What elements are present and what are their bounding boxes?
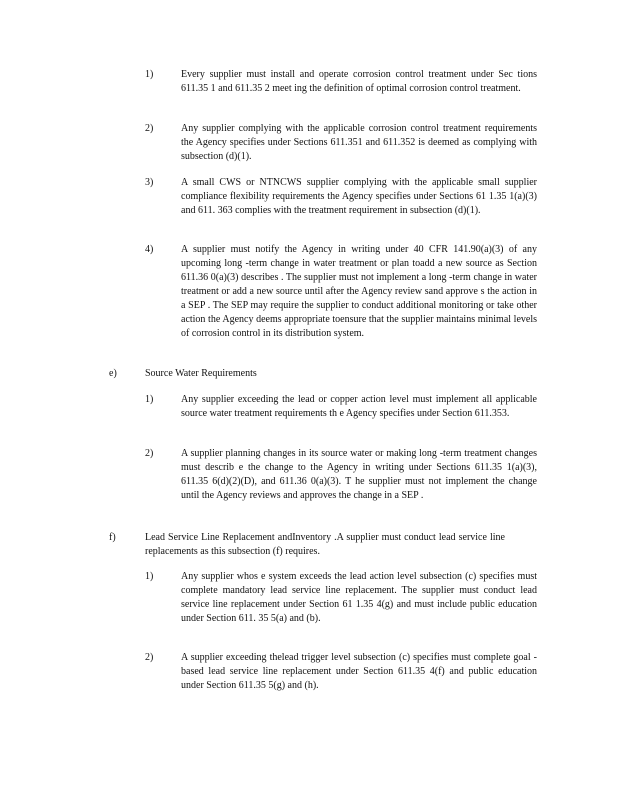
section-title: Lead Service Line Replacement andInventory .A supplier must conduct lead service line replacements as this subsection (f) requires.	[145, 532, 505, 557]
section-letter: f)	[109, 532, 116, 543]
item-text: Any supplier whos e system exceeds the lead action level subsection (c) specifies must complete mandatory lead service line replacement. The supplier must conduct lead service line replacement under Section 61 1.35 4(g) and must include public education under Section 611. 35 5(a) and (b).	[181, 571, 537, 624]
item-number: 3)	[145, 177, 154, 188]
item-text: A supplier exceeding thelead trigger level subsection (c) specifies must complete goal -based lead service line replacement under Section 611.35 4(f) and public education under Section 611.35 5(g) and (h).	[181, 652, 537, 691]
section-letter: e)	[109, 368, 117, 379]
item-text: A supplier planning changes in its source water or making long -term treatment changes must describ e the change to the Agency in writing under Sections 611.35 1(a)(3), 611.35 6(d)(2)(D), and 611.36 0(a)(3). T he supplier must not implement the change until the Agency reviews and approves the change in a SEP .	[181, 448, 537, 501]
item-number: 4)	[145, 244, 154, 255]
item-number: 2)	[145, 448, 154, 459]
item-number: 1)	[145, 394, 154, 405]
section-title: Source Water Requirements	[145, 368, 257, 379]
item-text: Any supplier exceeding the lead or copper action level must implement all applicable source water treatment requirements th e Agency specifies under Section 611.353.	[181, 394, 537, 419]
item-number: 1)	[145, 69, 154, 80]
item-text: A small CWS or NTNCWS supplier complying with the applicable small supplier compliance flexibility requirements the Agency specifies under Sections 61 1.35 1(a)(3) and 611. 363 complies with the treatment requirement in subsection (d)(1).	[181, 177, 537, 216]
item-number: 2)	[145, 123, 154, 134]
item-number: 2)	[145, 652, 154, 663]
item-number: 1)	[145, 571, 154, 582]
item-text: Any supplier complying with the applicable corrosion control treatment requirements the Agency specifies under Sections 611.351 and 611.352 is deemed as complying with subsection (d)(1).	[181, 123, 537, 162]
item-text: Every supplier must install and operate corrosion control treatment under Sec tions 611.35 1 and 611.35 2 meet ing the definition of optimal corrosion control treatment.	[181, 69, 537, 94]
item-text: A supplier must notify the Agency in writing under 40 CFR 141.90(a)(3) of any upcoming long -term change in water treatment or plan toadd a new source as Section 611.36 0(a)(3) describes . The supplier must not implement a long -term change in water treatment or add a new source until after the Agency review sand approve s the action in a SEP . The SEP may require the supplier to conduct additional monitoring or take other action the Agency deems appropriate toensure that the supplier maintains minimal levels of corrosion control in its distribution system.	[181, 244, 537, 339]
